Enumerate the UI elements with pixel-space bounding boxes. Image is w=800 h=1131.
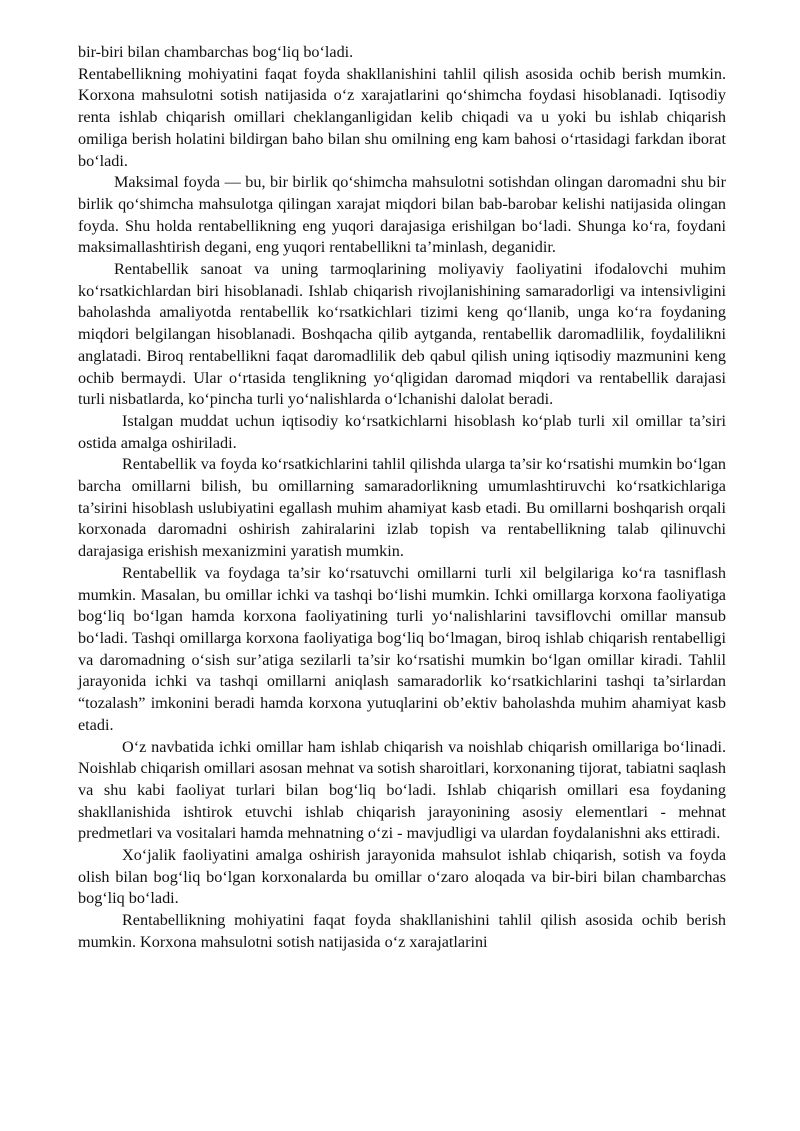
paragraph-8: O‘z navbatida ichki omillar ham ishlab chiqarish va noishlab chiqarish omillariga bo‘linadi. Noishlab chiqarish omillari asosan mehnat va sotish sharoitlari, korxonaning tijorat, tabiatni saqlash va shu kabi faoliyat turlari bilan bog‘liq bo‘ladi. Ishlab chiqarish omillari esa foydaning shakllanishida ishtirok etuvchi ishlab chiqarish jarayonining asosiy elementlari - mehnat predmetlari va vositalari hamda mehnatning o‘zi - mavjudligi va ulardan foydalanishni aks ettiradi. — [78, 737, 726, 843]
paragraph-7: Rentabellik va foydaga ta’sir ko‘rsatuvchi omillarni turli xil belgilariga ko‘ra tasniflash mumkin. Masalan, bu omillar ichki va tashqi bo‘lishi mumkin. Ichki omillarga korxona faoliyatiga bog‘liq bo‘lgan hamda korxona faoliyatining turli yo‘nalishlarini tavsiflovchi omillar mansub bo‘ladi. Tashqi omillarga korxona faoliyatiga bog‘liq bo‘lmagan, biroq ishlab chiqarish rentabelligi va daromadning o‘sish sur’atiga sezilarli ta’sir ko‘rsatishi mumkin bo‘lgan omillar kiradi. Tahlil jarayonida ichki va tashqi omillarni aniqlash samaradorlik ko‘rsatkichlarini tashqi ta’sirlardan “tozalash” imkonini beradi hamda korxona yutuqlarini ob’ektiv baholashda muhim ahamiyat kasb etadi. — [78, 563, 726, 734]
paragraph-10: Rentabellikning mohiyatini faqat foyda shakllanishini tahlil qilish asosida ochib berish mumkin. Korxona mahsulotni sotish natijasida o‘z xarajatlarini — [78, 911, 726, 951]
paragraph-9: Xo‘jalik faoliyatini amalga oshirish jarayonida mahsulot ishlab chiqarish, sotish va foyda olish bilan bog‘liq bo‘lgan korxonalarda bu omillar o‘zaro aloqada va bir-biri bilan chambarchas bog‘liq bo‘ladi. — [78, 846, 726, 908]
paragraph-4: Rentabellik sanoat va uning tarmoqlarining moliyaviy faoliyatini ifodalovchi muhim ko‘rsatkichlardan biri hisoblanadi. Ishlab chiqarish rivojlanishining samaradorligi va intensivligini baholashda amaliyotda rentabellik ko‘rsatkichlari tizimi keng qo‘llanib, unga ko‘ra foydaning miqdori belgilangan hisoblanadi. Boshqacha qilib aytganda, rentabellik daromadlilik, foydalilikni anglatadi. Biroq rentabellikni faqat daromadlilik deb qabul qilish uning iqtisodiy mazmunini keng ochib bermaydi. Ular o‘rtasida tenglikning yo‘qligidan daromad miqdori va rentabellik darajasi turli nisbatlarda, ko‘pincha turli yo‘nalishlarda o‘lchanishi dalolat beradi. — [78, 260, 726, 409]
paragraph-6: Rentabellik va foyda ko‘rsatkichlarini tahlil qilishda ularga ta’sir ko‘rsatishi mumkin bo‘lgan barcha omillarni bilish, bu omillarning samaradorlikning umumlashtiruvchi ko‘rsatkichlariga ta’sirini hisoblash uslubiyatini egallash muhim ahamiyat kasb etadi. Bu omillarni boshqarish orqali korxonada daromadni oshirish zahiralarini izlab topish va rentabellikning talab qilinuvchi darajasiga erishish mexanizmini yaratish mumkin. — [78, 455, 726, 561]
document-page — [78, 42, 726, 954]
paragraph-2: Rentabellikning mohiyatini faqat foyda shakllanishini tahlil qilish asosida ochib berish mumkin. Korxona mahsulotni sotish natijasida o‘z xarajatlarini qo‘shimcha foydasi hisoblanadi. Iqtisodiy renta ishlab chiqarish omillari cheklanganligidan kelib chiqadi va u yoki bu ishlab chiqarish omiliga berish holatini bildirgan baho bilan shu omilning eng kam bahosi o‘rtasidagi farkdan iborat bo‘ladi. — [78, 64, 726, 170]
paragraph-3: Maksimal foyda — bu, bir birlik qo‘shimcha mahsulotni sotishdan olingan daromadni shu bir birlik qo‘shimcha mahsulotga qilingan xarajat miqdori bilan bab-barobar kelishi natijasida olingan foyda. Shu holda rentabellikning eng yuqori darajasiga erishilgan bo‘ladi. Shunga ko‘ra, foydani maksimallashtirish degani, eng yuqori rentabellikni ta’minlash, deganidir. — [78, 173, 726, 257]
paragraph-1: bir-biri bilan chambarchas bog‘liq bo‘ladi. — [78, 43, 354, 61]
paragraph-5: Istalgan muddat uchun iqtisodiy ko‘rsatkichlarni hisoblash ko‘plab turli xil omillar ta’siri ostida amalga oshiriladi. — [78, 411, 726, 452]
